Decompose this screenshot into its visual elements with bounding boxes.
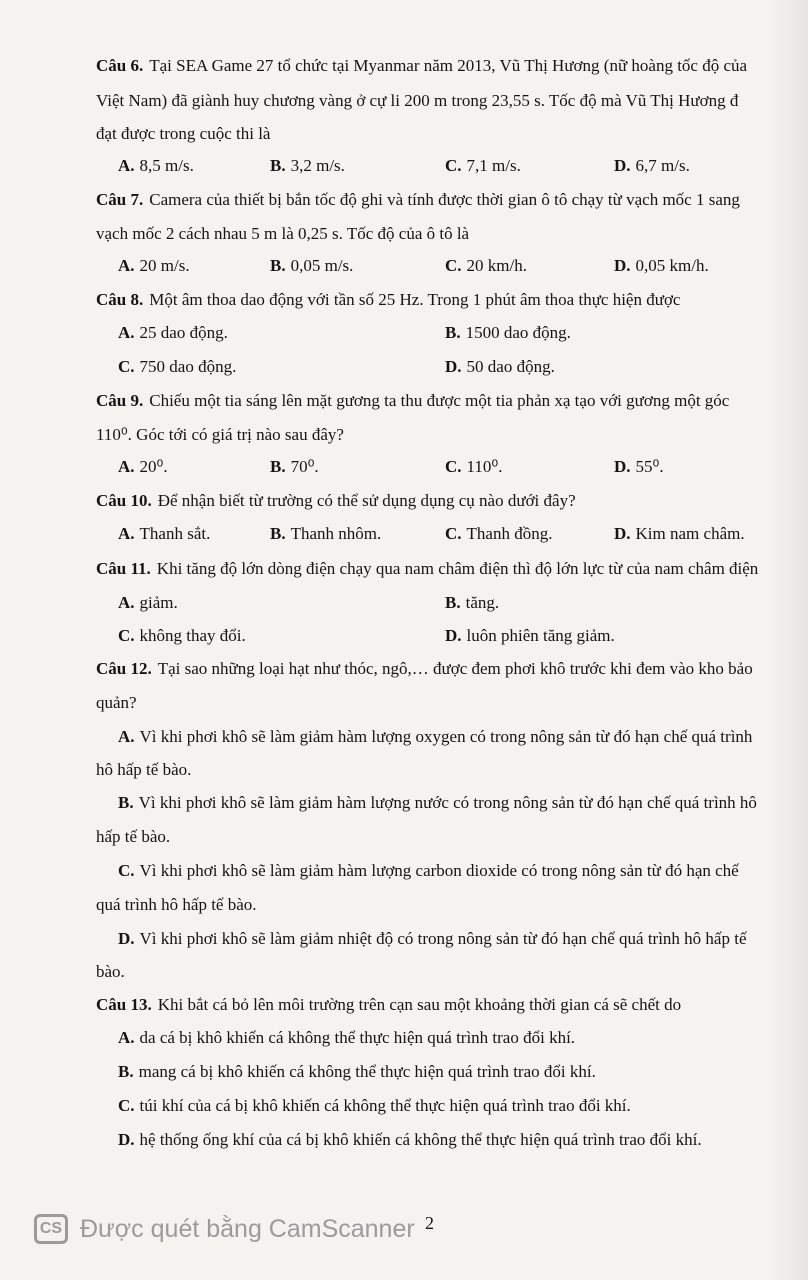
question-label: Câu 8. <box>96 290 144 309</box>
question-13-option-d: D. hệ thống ống khí của cá bị khô khiến cá không thể thực hiện quá trình trao đổi khí. <box>118 1130 702 1149</box>
question-13-option-c: C. túi khí của cá bị khô khiến cá không thể thực hiện quá trình trao đổi khí. <box>118 1096 631 1115</box>
question-6-line-2: Việt Nam) đã giành huy chương vàng ở cự li 200 m trong 23,55 s. Tốc độ mà Vũ Thị Hương đ <box>96 91 739 110</box>
question-6-option-d: D. 6,7 m/s. <box>614 156 690 175</box>
question-9-line-1: Câu 9. Chiếu một tia sáng lên mặt gương ta thu được một tia phản xạ tạo với gương một góc <box>96 391 730 410</box>
question-13-option-a: A. da cá bị khô khiến cá không thể thực hiện quá trình trao đổi khí. <box>118 1028 576 1047</box>
question-12-option-c: C. Vì khi phơi khô sẽ làm giảm hàm lượng carbon dioxide có trong nông sản từ đó hạn chế <box>118 861 739 880</box>
watermark-text: Được quét bằng CamScanner <box>80 1214 415 1243</box>
question-8-option-a: A. 25 dao động. <box>118 323 228 342</box>
question-6-line-1: Câu 6. Tại SEA Game 27 tổ chức tại Myanmar năm 2013, Vũ Thị Hương (nữ hoàng tốc độ của <box>96 56 748 75</box>
page-number: 2 <box>425 1213 434 1233</box>
question-label: Câu 9. <box>96 391 144 410</box>
question-11-line-1: Câu 11. Khi tăng độ lớn dòng điện chạy qua nam châm điện thì độ lớn lực từ của nam châm điện <box>96 559 759 578</box>
question-6-option-c: C. 7,1 m/s. <box>445 156 521 175</box>
question-9-option-a: A. 20⁰. <box>118 457 168 476</box>
question-label: Câu 12. <box>96 659 152 678</box>
camscanner-watermark <box>34 1214 415 1244</box>
question-8-option-d: D. 50 dao động. <box>445 357 555 376</box>
question-10-line-1: Câu 10. Để nhận biết từ trường có thể sử dụng dụng cụ nào dưới đây? <box>96 491 576 510</box>
question-8-line-1: Câu 8. Một âm thoa dao động với tần số 25 Hz. Trong 1 phút âm thoa thực hiện được <box>96 290 681 309</box>
question-10-option-b: B. Thanh nhôm. <box>270 524 382 543</box>
question-8-option-c: C. 750 dao động. <box>118 357 237 376</box>
camscanner-logo-icon: CS <box>34 1214 68 1244</box>
question-7-option-a: A. 20 m/s. <box>118 256 190 275</box>
question-label: Câu 6. <box>96 56 144 75</box>
question-12-option-b: B. Vì khi phơi khô sẽ làm giảm hàm lượng nước có trong nông sản từ đó hạn chế quá trình hô <box>118 793 757 812</box>
question-12-option-a-cont: hô hấp tế bào. <box>96 760 192 779</box>
question-7-option-b: B. 0,05 m/s. <box>270 256 354 275</box>
question-8-option-b: B. 1500 dao động. <box>445 323 571 342</box>
question-12-option-a: A. Vì khi phơi khô sẽ làm giảm hàm lượng oxygen có trong nông sản từ đó hạn chế quá trình <box>118 727 753 746</box>
question-6-option-a: A. 8,5 m/s. <box>118 156 194 175</box>
question-9-option-c: C. 110⁰. <box>445 457 503 476</box>
question-9-option-d: D. 55⁰. <box>614 457 664 476</box>
question-10-option-c: C. Thanh đồng. <box>445 524 553 543</box>
question-11-option-d: D. luôn phiên tăng giảm. <box>445 626 615 645</box>
question-9-line-2: 110⁰. Góc tới có giá trị nào sau đây? <box>96 425 344 444</box>
question-11-option-a: A. giảm. <box>118 593 178 612</box>
question-6-line-3: đạt được trong cuộc thi là <box>96 124 271 143</box>
question-6-option-b: B. 3,2 m/s. <box>270 156 345 175</box>
question-11-option-b: B. tăng. <box>445 593 500 612</box>
question-10-option-d: D. Kim nam châm. <box>614 524 745 543</box>
question-11-option-c: C. không thay đổi. <box>118 626 246 645</box>
question-7-option-d: D. 0,05 km/h. <box>614 256 709 275</box>
page-edge-shadow <box>768 0 808 1280</box>
question-label: Câu 7. <box>96 190 144 209</box>
question-12-option-b-cont: hấp tế bào. <box>96 827 171 846</box>
question-label: Câu 10. <box>96 491 152 510</box>
question-7-line-2: vạch mốc 2 cách nhau 5 m là 0,25 s. Tốc độ của ô tô là <box>96 224 470 243</box>
question-10-option-a: A. Thanh sắt. <box>118 524 211 543</box>
question-7-option-c: C. 20 km/h. <box>445 256 527 275</box>
question-12-line-1: Câu 12. Tại sao những loại hạt như thóc, ngô,… được đem phơi khô trước khi đem vào kho bảo <box>96 659 753 678</box>
question-7-line-1: Câu 7. Camera của thiết bị bắn tốc độ ghi và tính được thời gian ô tô chạy từ vạch mốc 1 sang <box>96 190 740 209</box>
question-12-option-c-cont: quá trình hô hấp tế bào. <box>96 895 257 914</box>
question-12-option-d: D. Vì khi phơi khô sẽ làm giảm nhiệt độ có trong nông sản từ đó hạn chế quá trình hô hấp tế <box>118 929 747 948</box>
question-13-line-1: Câu 13. Khi bắt cá bỏ lên môi trường trên cạn sau một khoảng thời gian cá sẽ chết do <box>96 995 682 1014</box>
question-9-option-b: B. 70⁰. <box>270 457 319 476</box>
question-12-option-d-cont: bào. <box>96 962 125 981</box>
question-label: Câu 11. <box>96 559 151 578</box>
question-13-option-b: B. mang cá bị khô khiến cá không thể thực hiện quá trình trao đổi khí. <box>118 1062 596 1081</box>
question-label: Câu 13. <box>96 995 152 1014</box>
question-12-line-2: quản? <box>96 693 137 712</box>
